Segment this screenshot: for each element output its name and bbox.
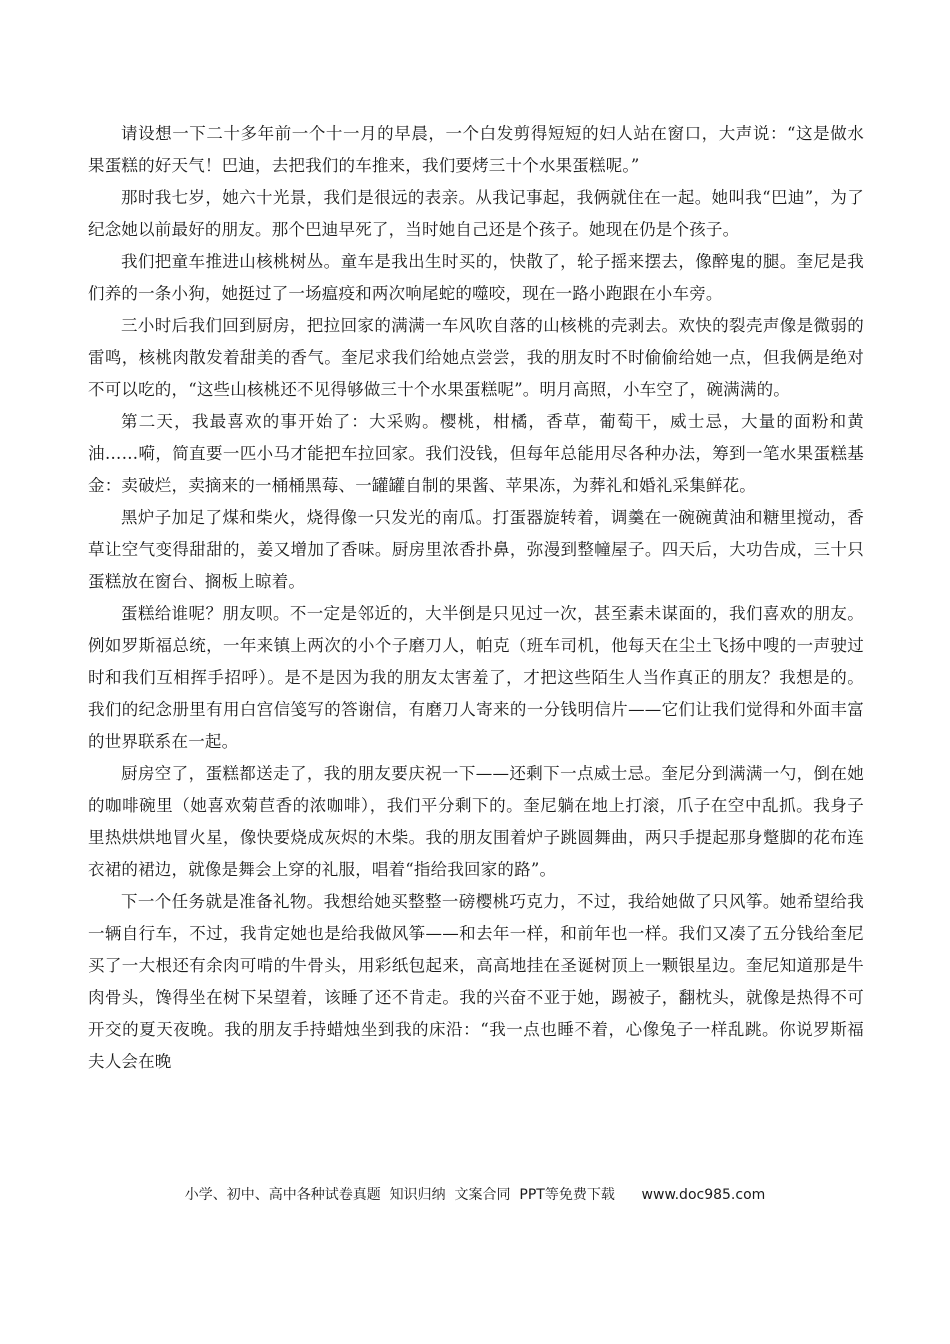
paragraph-3: 我们把童车推进山核桃树丛。童车是我出生时买的，快散了，轮子摇来摆去，像醉鬼的腿。奎尼是我们养的一条小狗，她挺过了一场瘟疫和两次响尾蛇的噬咬，现在一路小跑跟在小车旁。 bbox=[88, 252, 864, 303]
paragraph-4: 三小时后我们回到厨房，把拉回家的满满一车风吹自落的山核桃的壳剥去。欢快的裂壳声像是微弱的雷鸣，核桃肉散发着甜美的香气。奎尼求我们给她点尝尝，我的朋友时不时偷偷给她一点，但我俩是绝对不可以吃的，“这些山核桃还不见得够做三十个水果蛋糕呢”。明月高照，小车空了，碗满满的。 bbox=[88, 316, 864, 399]
paragraph-9: 下一个任务就是准备礼物。我想给她买整整一磅樱桃巧克力，不过，我给她做了只风筝。她希望给我一辆自行车，不过，我肯定她也是给我做风筝——和去年一样，和前年也一样。我们又凑了五分钱给奎尼买了一大根还有余肉可啃的牛骨头，用彩纸包起来，高高地挂在圣诞树顶上一颗银星边。奎尼知道那是牛肉骨头，馋得坐在树下呆望着，该睡了还不肯走。我的兴奋不亚于她，踢被子，翻枕头，就像是热得不可开交的夏天夜晚。我的朋友手持蜡烛坐到我的床沿：“我一点也睡不着，心像兔子一样乱跳。你说罗斯福夫人会在晚 bbox=[88, 892, 864, 1071]
paragraph-5: 第二天，我最喜欢的事开始了：大采购。樱桃，柑橘，香草，葡萄干，威士忌，大量的面粉和黄油……嗬，简直要一匹小马才能把车拉回家。我们没钱，但每年总能用尽各种办法，筹到一笔水果蛋糕基金：卖破烂，卖摘来的一桶桶黑莓、一罐罐自制的果酱、苹果冻，为葬礼和婚礼采集鲜花。 bbox=[88, 412, 864, 495]
paragraph-1: 请设想一下二十多年前一个十一月的早晨，一个白发剪得短短的妇人站在窗口，大声说：“这是做水果蛋糕的好天气！巴迪，去把我们的车推来，我们要烤三十个水果蛋糕呢。” bbox=[88, 124, 864, 175]
page-footer: 小学、初中、高中各种试卷真题 知识归纳 文案合同 PPT等免费下载 www.doc985.com bbox=[184, 1187, 766, 1203]
document-body bbox=[88, 118, 864, 1078]
paragraph-2: 那时我七岁，她六十光景，我们是很远的表亲。从我记事起，我俩就住在一起。她叫我“巴迪”，为了纪念她以前最好的朋友。那个巴迪早死了，当时她自己还是个孩子。她现在仍是个孩子。 bbox=[88, 188, 864, 239]
paragraph-6: 黑炉子加足了煤和柴火，烧得像一只发光的南瓜。打蛋器旋转着，调羹在一碗碗黄油和糖里搅动，香草让空气变得甜甜的，姜又增加了香味。厨房里浓香扑鼻，弥漫到整幢屋子。四天后，大功告成，三十只蛋糕放在窗台、搁板上晾着。 bbox=[88, 508, 864, 591]
paragraph-7: 蛋糕给谁呢？朋友呗。不一定是邻近的，大半倒是只见过一次，甚至素未谋面的，我们喜欢的朋友。例如罗斯福总统，一年来镇上两次的小个子磨刀人，帕克（班车司机，他每天在尘土飞扬中嗖的一声驶过时和我们互相挥手招呼）。是不是因为我的朋友太害羞了，才把这些陌生人当作真正的朋友？我想是的。我们的纪念册里有用白宫信笺写的答谢信，有磨刀人寄来的一分钱明信片——它们让我们觉得和外面丰富的世界联系在一起。 bbox=[88, 604, 864, 751]
paragraph-8: 厨房空了，蛋糕都送走了，我的朋友要庆祝一下——还剩下一点威士忌。奎尼分到满满一勺，倒在她的咖啡碗里（她喜欢菊苣香的浓咖啡），我们平分剩下的。奎尼躺在地上打滚，爪子在空中乱抓。我身子里热烘烘地冒火星，像快要烧成灰烬的木柴。我的朋友围着炉子跳圆舞曲，两只手提起那身蹩脚的花布连衣裙的裙边，就像是舞会上穿的礼服，唱着“指给我回家的路”。 bbox=[88, 764, 864, 879]
